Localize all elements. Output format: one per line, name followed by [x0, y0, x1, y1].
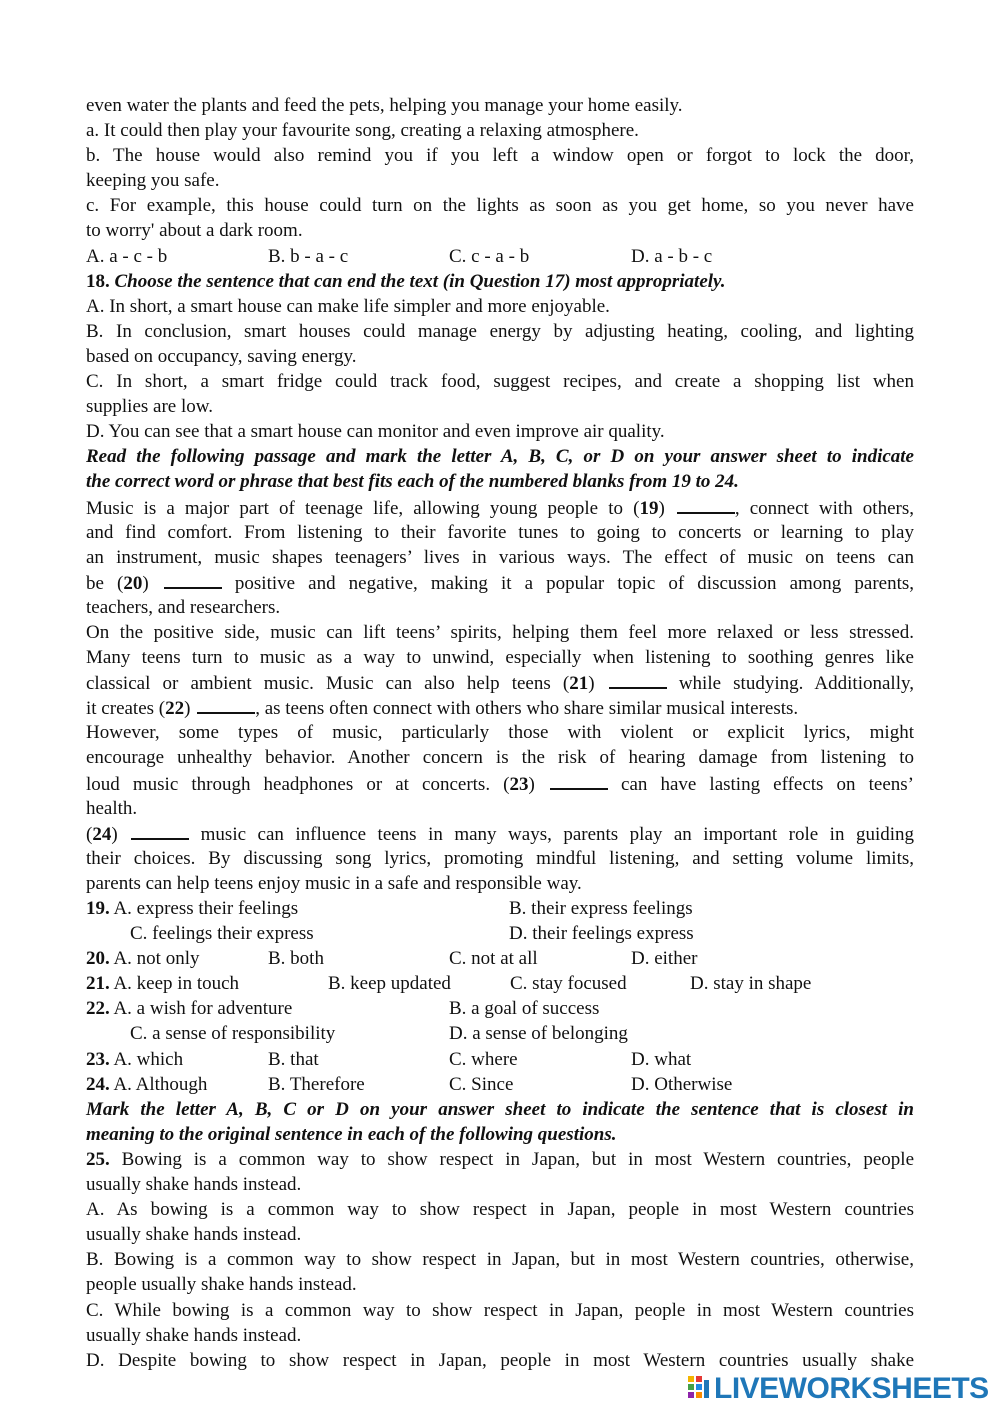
q25-option-a-cont: usually shake hands instead.	[86, 1224, 302, 1246]
q25-stem-cont: usually shake hands instead.	[86, 1174, 302, 1196]
q17-option-c[interactable]: C. c - a - b	[449, 245, 530, 267]
worksheet-page	[86, 93, 914, 1373]
q17-text-end: even water the plants and feed the pets, helping you manage your home easily.	[86, 95, 683, 116]
q18-option-d[interactable]: D. You can see that a smart house can monitor and even improve air quality.	[86, 421, 665, 443]
blank-21[interactable]	[609, 670, 667, 689]
q17-sentence-c-cont: to worry' about a dark room.	[86, 220, 303, 242]
passage-line: it creates (22) , as teens often connect with others who share similar musical interests.	[86, 695, 914, 720]
q17-sentence-b-cont: keeping you safe.	[86, 170, 220, 192]
q17-options	[86, 244, 914, 269]
q19-option-b[interactable]: B. their express feelings	[509, 898, 693, 919]
q21-options-row	[86, 971, 914, 996]
liveworksheets-logo[interactable]	[688, 1374, 989, 1404]
blank-24[interactable]	[131, 821, 189, 840]
blank-22[interactable]	[197, 695, 255, 714]
blank-23[interactable]	[550, 771, 608, 790]
q18-option-b[interactable]: B. In conclusion, smart houses could manage energy by adjusting heating, cooling, and lighting	[86, 320, 914, 342]
q22-options-row	[86, 996, 914, 1021]
passage-line: and find comfort. From listening to their favorite tunes to going to concerts or learning to play	[86, 521, 914, 543]
q25-option-b[interactable]: B. Bowing is a common way to show respect in Japan, but in most Western countries, otherwise,	[86, 1249, 914, 1271]
instruction-rewrite-cont: meaning to the original sentence in each of the following questions.	[86, 1123, 617, 1145]
passage-line: classical or ambient music. Music can also help teens (21) while studying. Additionally,	[86, 670, 914, 695]
q18-option-c[interactable]: C. In short, a smart fridge could track food, suggest recipes, and create a shopping list when	[86, 371, 914, 393]
q24-option-d[interactable]: D. Otherwise	[631, 1073, 733, 1095]
q22-option-a[interactable]: 22. A. a wish for adventure	[86, 998, 293, 1020]
blank-number-22: 22	[165, 698, 185, 720]
q25-option-c-cont: usually shake hands instead.	[86, 1324, 302, 1346]
q25-option-b-cont: people usually shake hands instead.	[86, 1274, 357, 1296]
q17-sentence-b: b. The house would also remind you if you left a window open or forgot to lock the door,	[86, 145, 914, 167]
q21-option-d[interactable]: D. stay in shape	[690, 973, 812, 995]
q23-option-c[interactable]: C. where	[449, 1048, 518, 1070]
blank-number-20: 20	[123, 572, 143, 594]
blank-20[interactable]	[164, 570, 222, 589]
blank-number-23: 23	[509, 773, 529, 795]
passage-line: health.	[86, 797, 138, 819]
q25-option-a[interactable]: A. As bowing is a common way to show respect in Japan, people in most Western countries	[86, 1199, 914, 1221]
passage-line: be (20) positive and negative, making it a popular topic of discussion among parents,	[86, 570, 914, 595]
q19-options-row	[86, 896, 914, 921]
q17-option-a[interactable]: A. a - c - b	[86, 245, 168, 267]
q18-option-c-cont: supplies are low.	[86, 396, 213, 418]
q25-option-c[interactable]: C. While bowing is a common way to show respect in Japan, people in most Western countries	[86, 1299, 914, 1321]
q19-option-c[interactable]: C. feelings their express	[130, 923, 314, 945]
q23-option-d[interactable]: D. what	[631, 1048, 692, 1070]
passage-line: On the positive side, music can lift teens’ spirits, helping them feel more relaxed or less stressed.	[86, 621, 914, 643]
passage-line: However, some types of music, particularly those with violent or explicit lyrics, might	[86, 722, 914, 744]
q18-prompt: 18. Choose the sentence that can end the text (in Question 17) most appropriately.	[86, 270, 726, 292]
blank-number-21: 21	[569, 673, 589, 695]
q17-option-b[interactable]: B. b - a - c	[268, 245, 349, 267]
q17-sentence-a: a. It could then play your favourite song, creating a relaxing atmosphere.	[86, 120, 639, 142]
q20-option-c[interactable]: C. not at all	[449, 948, 538, 970]
passage-line: teachers, and researchers.	[86, 596, 281, 618]
q23-option-a[interactable]: 23. A. which	[86, 1048, 184, 1070]
q24-options-row	[86, 1072, 914, 1097]
passage-line: encourage unhealthy behavior. Another concern is the risk of hearing damage from listening to	[86, 747, 914, 769]
q24-option-a[interactable]: 24. A. Although	[86, 1073, 208, 1095]
q17-option-d[interactable]: D. a - b - c	[631, 245, 713, 267]
q25-option-d[interactable]: D. Despite bowing to show respect in Japan, people in most Western countries usually shake	[86, 1349, 914, 1371]
q21-option-a[interactable]: 21. A. keep in touch	[86, 973, 240, 995]
q20-option-b[interactable]: B. both	[268, 948, 324, 970]
blank-number-24: 24	[92, 823, 112, 845]
q19-options-row	[86, 921, 914, 946]
q19-option-a[interactable]: 19. A. express their feelings	[86, 898, 299, 919]
passage-line: parents can help teens enjoy music in a safe and responsible way.	[86, 872, 582, 894]
q22-options-row	[86, 1021, 914, 1046]
q25-stem: 25. Bowing is a common way to show respect in Japan, but in most Western countries, people	[86, 1148, 914, 1170]
q21-option-b[interactable]: B. keep updated	[328, 973, 451, 995]
q22-option-b[interactable]: B. a goal of success	[449, 998, 600, 1020]
passage-line: loud music through headphones or at concerts. (23) can have lasting effects on teens’	[86, 771, 914, 796]
passage-line: their choices. By discussing song lyrics, promoting mindful listening, and setting volume limits,	[86, 847, 914, 869]
blank-19[interactable]	[677, 495, 735, 514]
q20-options-row	[86, 946, 914, 971]
passage-line: an instrument, music shapes teenagers’ lives in various ways. The effect of music on teens can	[86, 546, 914, 568]
q23-options-row	[86, 1047, 914, 1072]
instruction-cloze-cont: the correct word or phrase that best fits each of the numbered blanks from 19 to 24.	[86, 471, 739, 493]
q21-option-c[interactable]: C. stay focused	[510, 973, 627, 995]
q25-number: 25.	[86, 1148, 110, 1170]
q17-sentence-c: c. For example, this house could turn on the lights as soon as you get home, so you never have	[86, 195, 914, 217]
q22-option-d[interactable]: D. a sense of belonging	[449, 1023, 628, 1045]
instruction-rewrite: Mark the letter A, B, C or D on your answer sheet to indicate the sentence that is closest in	[86, 1098, 914, 1120]
passage-line: Music is a major part of teenage life, allowing young people to (19) , connect with others,	[86, 495, 914, 520]
q18-option-a[interactable]: A. In short, a smart house can make life simpler and more enjoyable.	[86, 295, 610, 317]
q24-option-b[interactable]: B. Therefore	[268, 1073, 365, 1095]
passage-line: Many teens turn to music as a way to unwind, especially when listening to soothing genres like	[86, 647, 914, 669]
instruction-cloze: Read the following passage and mark the letter A, B, C, or D on your answer sheet to indicate	[86, 446, 914, 468]
q18-number: 18.	[86, 270, 110, 292]
q20-option-d[interactable]: D. either	[631, 948, 698, 970]
q18-option-b-cont: based on occupancy, saving energy.	[86, 345, 357, 367]
q22-option-c[interactable]: C. a sense of responsibility	[130, 1023, 336, 1045]
q23-option-b[interactable]: B. that	[268, 1048, 319, 1070]
q24-option-c[interactable]: C. Since	[449, 1073, 514, 1095]
blank-number-19: 19	[639, 497, 659, 519]
q19-option-d[interactable]: D. their feelings express	[509, 923, 694, 945]
logo-text: LIVEWORKSHEETS	[714, 1372, 989, 1405]
q20-option-a[interactable]: 20. A. not only	[86, 948, 200, 970]
liveworksheets-icon	[688, 1376, 710, 1402]
passage-line: (24) music can influence teens in many ways, parents play an important role in guiding	[86, 821, 914, 846]
